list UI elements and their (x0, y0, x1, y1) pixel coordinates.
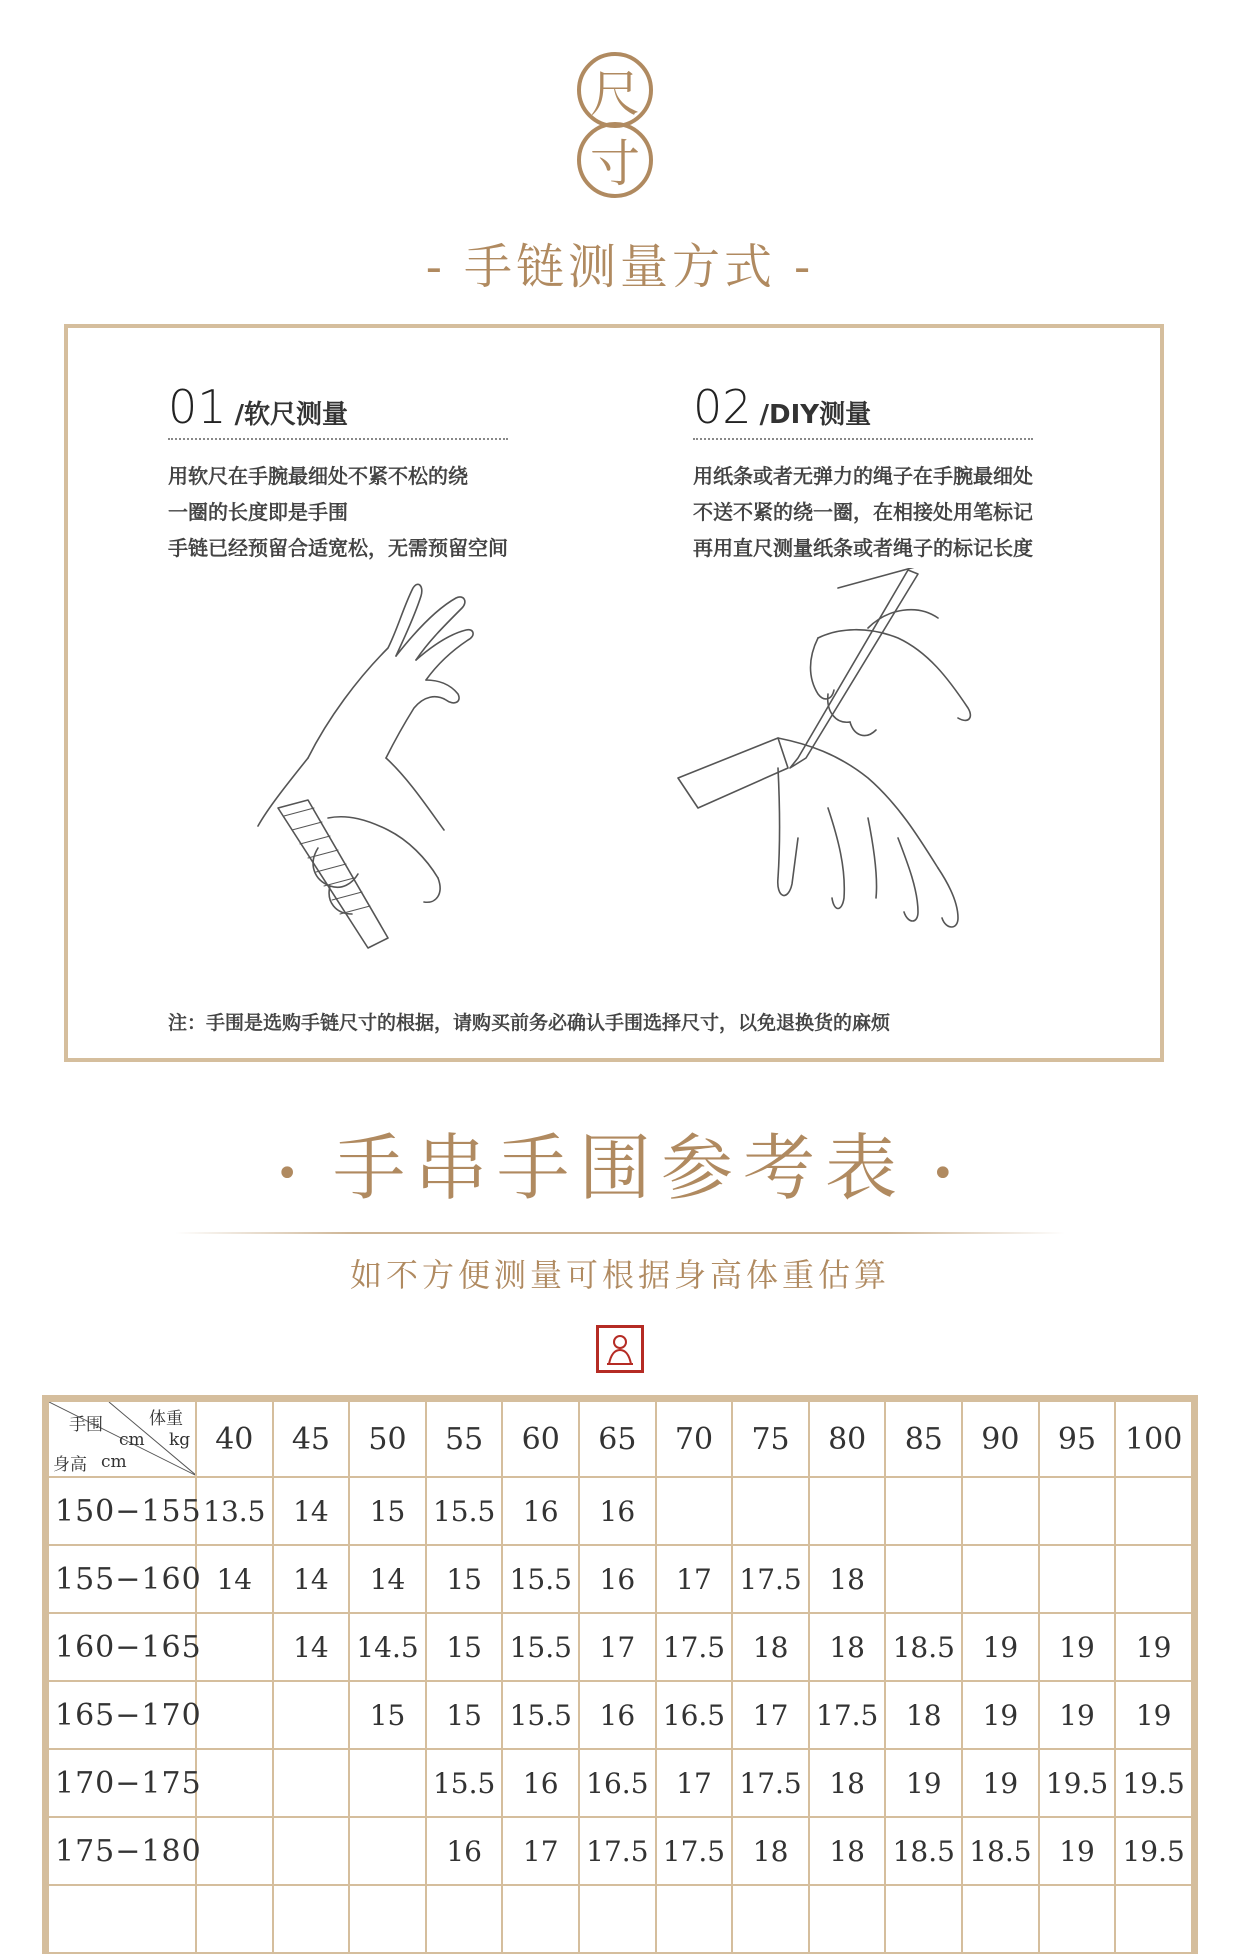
corner-cm-label: cm (101, 1452, 127, 1472)
wrist-size-cell: 19 (962, 1613, 1039, 1681)
wrist-size-cell: 14 (273, 1477, 350, 1545)
wrist-size-cell: 15.5 (426, 1749, 503, 1817)
weight-header-row (48, 1401, 1192, 1477)
wrist-size-cell: 14 (273, 1613, 350, 1681)
wrist-size-cell (809, 1477, 886, 1545)
size-table-body (48, 1477, 1192, 1953)
empty-cell (1115, 1885, 1192, 1953)
wrist-size-cell: 19.5 (1039, 1749, 1116, 1817)
wrist-size-cell: 18.5 (885, 1613, 962, 1681)
step-line: 一圈的长度即是手围 (168, 500, 348, 524)
seal-char-cun: 寸 (577, 122, 653, 198)
step-header (168, 380, 508, 440)
weight-header-cell: 65 (579, 1401, 656, 1477)
reference-table-title-text: 手串手围参考表 (332, 1126, 907, 1210)
title-dot-left: • (275, 1151, 309, 1197)
empty-cell (579, 1885, 656, 1953)
wrist-size-cell (349, 1817, 426, 1885)
wrist-size-reference-table (42, 1395, 1198, 1954)
wrist-size-cell: 19 (962, 1749, 1039, 1817)
weight-header-cell: 80 (809, 1401, 886, 1477)
wrist-size-cell: 14 (196, 1545, 273, 1613)
wrist-size-cell: 15.5 (502, 1681, 579, 1749)
wrist-size-cell: 17.5 (732, 1545, 809, 1613)
empty-cell (426, 1885, 503, 1953)
wrist-size-cell (273, 1749, 350, 1817)
wrist-size-cell (196, 1613, 273, 1681)
wrist-size-cell: 18 (732, 1817, 809, 1885)
wrist-size-cell: 15.5 (502, 1613, 579, 1681)
wrist-size-cell (273, 1817, 350, 1885)
step-number: 01 (168, 380, 227, 434)
wrist-size-cell: 19 (1039, 1681, 1116, 1749)
wrist-size-cell: 17.5 (656, 1817, 733, 1885)
height-range-cell: 165−170 (48, 1681, 196, 1749)
corner-cm-label: cm (119, 1430, 145, 1450)
empty-cell (196, 1885, 273, 1953)
wrist-size-cell (885, 1545, 962, 1613)
wrist-size-cell: 17.5 (656, 1613, 733, 1681)
title-divider (175, 1232, 1065, 1234)
empty-cell (1039, 1885, 1116, 1953)
wrist-size-cell: 15 (349, 1681, 426, 1749)
wrist-size-cell (196, 1817, 273, 1885)
wrist-size-cell: 18 (809, 1545, 886, 1613)
wrist-size-cell (656, 1477, 733, 1545)
empty-cell (732, 1885, 809, 1953)
seal-char-chi: 尺 (577, 52, 653, 128)
size-seal-logo (577, 52, 661, 192)
empty-cell (809, 1885, 886, 1953)
wrist-size-cell: 19 (1115, 1681, 1192, 1749)
wrist-size-cell: 16 (502, 1749, 579, 1817)
empty-cell (273, 1885, 350, 1953)
corner-kg-label: kg (169, 1430, 191, 1450)
empty-cell (885, 1885, 962, 1953)
measure-instructions-box (64, 324, 1164, 1062)
corner-weight-label: 体重 (149, 1409, 183, 1429)
weight-header-cell: 85 (885, 1401, 962, 1477)
title-dash-left: - (425, 239, 446, 295)
wrist-size-cell (962, 1545, 1039, 1613)
wrist-size-cell (962, 1477, 1039, 1545)
measure-note: 注：手围是选购手链尺寸的根据，请购买前务必确认手围选择尺寸，以免退换货的麻烦 (168, 1012, 891, 1034)
title-dot-right: • (931, 1151, 965, 1197)
step-diy (693, 380, 1153, 566)
red-seal-stamp-icon (596, 1325, 644, 1373)
weight-header-cell: 45 (273, 1401, 350, 1477)
wrist-size-cell: 15 (426, 1613, 503, 1681)
wrist-size-cell (1115, 1477, 1192, 1545)
wrist-size-cell: 16 (426, 1817, 503, 1885)
wrist-size-cell (196, 1749, 273, 1817)
weight-header-cell: 100 (1115, 1401, 1192, 1477)
wrist-size-cell: 18 (809, 1749, 886, 1817)
wrist-size-cell: 15 (349, 1477, 426, 1545)
wrist-size-cell: 19 (1039, 1817, 1116, 1885)
table-row-partial (48, 1885, 1192, 1953)
wrist-size-cell: 17 (732, 1681, 809, 1749)
wrist-size-cell: 15.5 (426, 1477, 503, 1545)
empty-cell (502, 1885, 579, 1953)
step-description (693, 458, 1153, 566)
step-line: 用纸条或者无弹力的绳子在手腕最细处 (693, 464, 1033, 488)
wrist-size-cell (1039, 1477, 1116, 1545)
step-name: /DIY测量 (759, 400, 872, 430)
height-range-cell: 155−160 (48, 1545, 196, 1613)
size-table (47, 1400, 1193, 1954)
height-range-cell: 160−165 (48, 1613, 196, 1681)
empty-cell (349, 1885, 426, 1953)
wrist-size-cell: 18 (732, 1613, 809, 1681)
table-row (48, 1817, 1192, 1885)
wrist-size-cell: 17.5 (732, 1749, 809, 1817)
measure-method-title-text: 手链测量方式 (463, 239, 776, 295)
wrist-size-cell: 18.5 (962, 1817, 1039, 1885)
weight-header-cell: 50 (349, 1401, 426, 1477)
wrist-size-cell: 14 (349, 1545, 426, 1613)
wrist-size-cell: 15.5 (502, 1545, 579, 1613)
height-range-cell: 175−180 (48, 1817, 196, 1885)
step-description (168, 458, 628, 566)
wrist-size-cell (273, 1681, 350, 1749)
weight-header-cell: 95 (1039, 1401, 1116, 1477)
wrist-size-cell: 19 (885, 1749, 962, 1817)
height-range-cell: 150−155 (48, 1477, 196, 1545)
weight-header-cell: 40 (196, 1401, 273, 1477)
wrist-size-cell: 13.5 (196, 1477, 273, 1545)
wrist-size-cell: 19 (1115, 1613, 1192, 1681)
table-corner-cell (48, 1401, 196, 1477)
wrist-size-cell: 18.5 (885, 1817, 962, 1885)
table-row (48, 1545, 1192, 1613)
wrist-size-cell: 19 (962, 1681, 1039, 1749)
wrist-size-cell (1115, 1545, 1192, 1613)
reference-subtitle: 如不方便测量可根据身高体重估算 (349, 1256, 890, 1294)
weight-header-cell: 70 (656, 1401, 733, 1477)
wrist-size-cell (1039, 1545, 1116, 1613)
step-header (693, 380, 1033, 440)
wrist-size-cell: 16 (579, 1545, 656, 1613)
wrist-size-cell: 17 (656, 1545, 733, 1613)
empty-cell (656, 1885, 733, 1953)
table-row (48, 1749, 1192, 1817)
empty-cell (962, 1885, 1039, 1953)
wrist-size-cell: 16 (579, 1681, 656, 1749)
wrist-size-cell (885, 1477, 962, 1545)
weight-header-cell: 60 (502, 1401, 579, 1477)
title-dash-right: - (794, 239, 815, 295)
wrist-size-cell: 16 (579, 1477, 656, 1545)
step-line: 再用直尺测量纸条或者绳子的标记长度 (693, 536, 1033, 560)
diy-strip-hand-illustration (668, 568, 1088, 958)
wrist-size-cell: 15 (426, 1545, 503, 1613)
table-row (48, 1477, 1192, 1545)
step-line: 用软尺在手腕最细处不紧不松的绕 (168, 464, 468, 488)
wrist-size-cell: 14.5 (349, 1613, 426, 1681)
wrist-size-cell: 14 (273, 1545, 350, 1613)
table-row (48, 1613, 1192, 1681)
wrist-size-cell: 17.5 (809, 1681, 886, 1749)
step-soft-ruler (168, 380, 628, 566)
wrist-size-cell: 19.5 (1115, 1749, 1192, 1817)
soft-ruler-hand-illustration (218, 568, 538, 958)
wrist-size-cell: 18 (809, 1817, 886, 1885)
table-row (48, 1681, 1192, 1749)
wrist-size-cell: 16 (502, 1477, 579, 1545)
step-number: 02 (693, 380, 752, 434)
wrist-size-cell: 19 (1039, 1613, 1116, 1681)
step-line: 不送不紧的绕一圈，在相接处用笔标记 (693, 500, 1033, 524)
weight-header-cell: 75 (732, 1401, 809, 1477)
wrist-size-cell (349, 1749, 426, 1817)
wrist-size-cell: 15 (426, 1681, 503, 1749)
wrist-size-cell (732, 1477, 809, 1545)
height-range-cell: 170−175 (48, 1749, 196, 1817)
corner-height-label: 身高 (53, 1455, 87, 1475)
wrist-size-cell: 17 (579, 1613, 656, 1681)
measure-method-title (0, 228, 1240, 297)
wrist-size-cell: 19.5 (1115, 1817, 1192, 1885)
weight-header-cell: 55 (426, 1401, 503, 1477)
corner-wrist-label: 手围 (69, 1415, 103, 1435)
step-line: 手链已经预留合适宽松，无需预留空间 (168, 536, 508, 560)
wrist-size-cell: 16.5 (656, 1681, 733, 1749)
empty-cell (48, 1885, 196, 1953)
reference-table-title (0, 1110, 1240, 1214)
wrist-size-cell: 17.5 (579, 1817, 656, 1885)
wrist-size-cell: 18 (885, 1681, 962, 1749)
step-name: /软尺测量 (234, 400, 349, 430)
wrist-size-cell (196, 1681, 273, 1749)
weight-header-cell: 90 (962, 1401, 1039, 1477)
wrist-size-cell: 16.5 (579, 1749, 656, 1817)
wrist-size-cell: 17 (656, 1749, 733, 1817)
wrist-size-cell: 17 (502, 1817, 579, 1885)
wrist-size-cell: 18 (809, 1613, 886, 1681)
